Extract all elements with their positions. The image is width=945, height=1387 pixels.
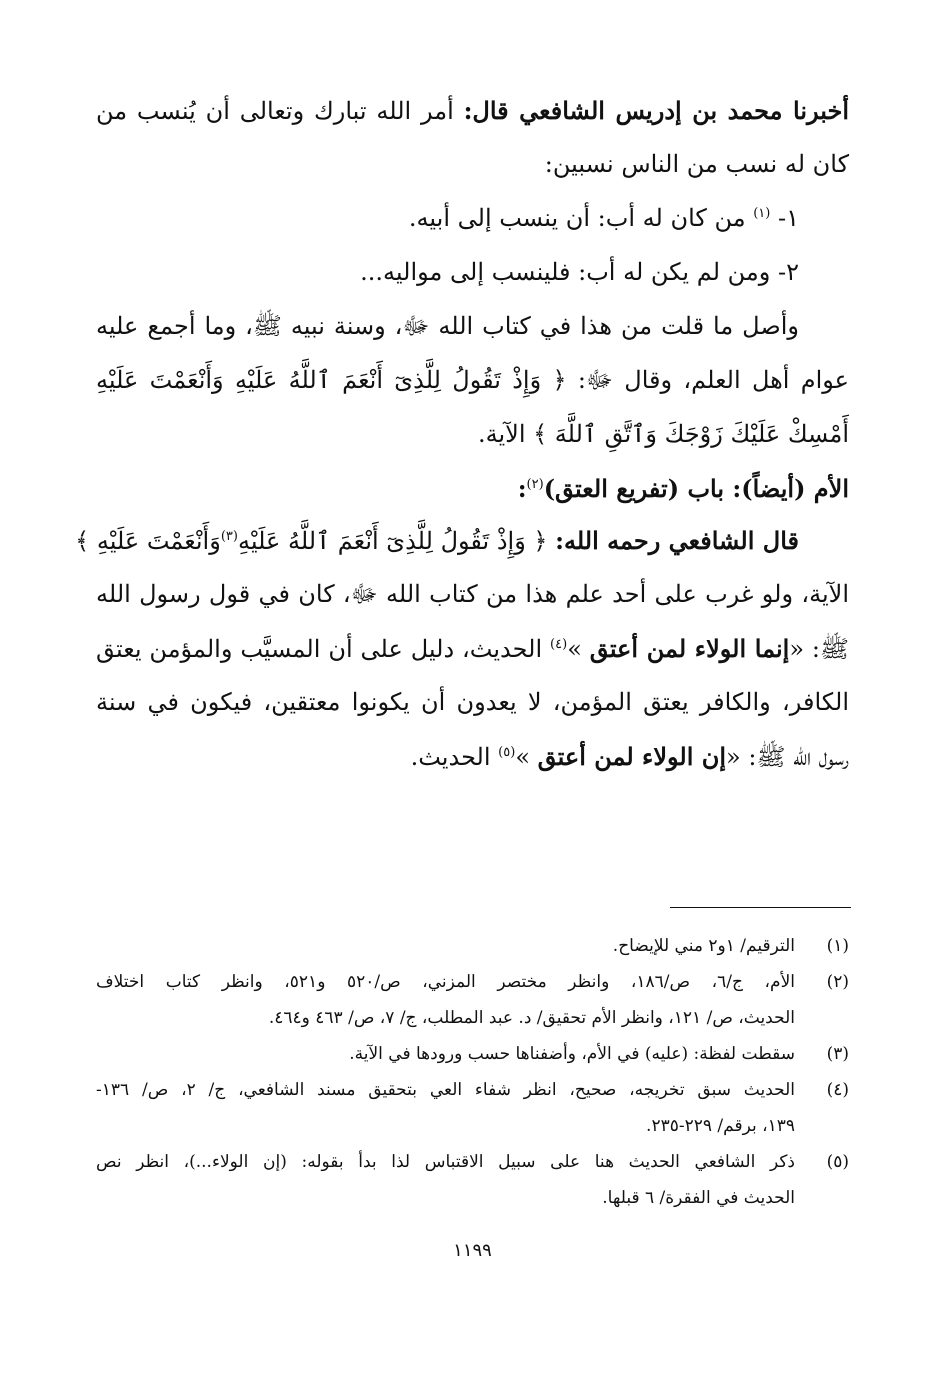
text-run: الحديث. (410, 743, 499, 771)
text-line (96, 258, 849, 312)
text-run: » (567, 635, 590, 663)
text-run: إنما الولاء لمن أعتق (589, 634, 790, 663)
text-run: عوام أهل العلم، وقال ﷻ: ﴿ وَإِذْ تَقُولُ لِلَّذِىٓ أَنْعَمَ ٱللَّهُ عَلَيْهِ وَأَنْعَمْتَ عَلَيْهِ (96, 366, 849, 394)
text-run: إن الولاء لمن أعتق (537, 742, 727, 771)
text-run: : (517, 474, 527, 503)
text-line (96, 366, 849, 420)
text-run: » (515, 743, 538, 771)
main-text (75, 96, 850, 796)
footnote-text (96, 1072, 795, 1144)
footnote (96, 964, 849, 1036)
text-line (96, 634, 849, 688)
footnote-number: (٥) (826, 1152, 849, 1172)
text-line (96, 96, 849, 150)
footnote (96, 1036, 849, 1072)
text-run: من كان له أب: أن ينسب إلى أبيه. (408, 204, 754, 232)
text-run: وأصل ما قلت من هذا في كتاب الله ﷻ، وسنة نبيه ﷺ، وما أجمع عليه (96, 312, 799, 340)
text-line (96, 580, 849, 634)
footnote-line: الأم، ج/٦، ص/١٨٦، وانظر مختصر المزني، ص/٥٢٠ و٥٢١، وانظر كتاب اختلاف (96, 972, 795, 992)
footnote-line: الحديث في الفقرة/ ٦ قبلها. (602, 1188, 795, 1208)
text-run: قال الشافعي رحمه الله: (555, 526, 799, 555)
text-run: الحديث، دليل على أن المسيَّب والمؤمن يعتق (96, 635, 551, 663)
footnote-ref: (١) (753, 206, 771, 221)
text-run: ٢- ومن لم يكن له أب: فلينسب إلى مواليه... (360, 258, 799, 286)
footnote-number: (١) (826, 936, 849, 956)
footnote-separator (670, 907, 851, 908)
footnote-line: الحديث سبق تخريجه، صحيح، انظر شفاء العي بتحقيق مسند الشافعي، ج/ ٢، ص/ ١٣٦- (96, 1080, 795, 1100)
footnote-ref: (٢) (526, 477, 544, 492)
text-run: ﴿ وَإِذْ تَقُولُ لِلَّذِىٓ أَنْعَمَ ٱللَّهُ عَلَيْهِ (237, 527, 556, 555)
footnote-line: ذكر الشافعي الحديث هنا على سبيل الاقتباس لذا بدأ بقوله: (إن الولاء...)، انظر نص (96, 1152, 795, 1172)
footnote-text (96, 1144, 795, 1216)
text-run: الأم (أيضاً): باب (تفريع العتق) (543, 474, 849, 503)
text-run: أخبرنا محمد بن إدريس الشافعي قال: (463, 96, 850, 125)
footnote-line: الحديث، ص/ ١٢١، وانظر الأم تحقيق/ د. عبد المطلب، ج/ ٧، ص/ ٤٦٣ و٤٦٤. (268, 1008, 795, 1028)
text-line (96, 474, 849, 526)
text-run: الآية، ولو غرب على أحد علم هذا من كتاب الله ﷻ، كان في قول رسول الله (96, 580, 849, 608)
footnote-line: الترقيم/ ١و٢ مني للإيضاح. (612, 936, 795, 956)
footnote-text (96, 1036, 795, 1072)
footnote-number: (٣) (826, 1044, 849, 1064)
text-line (96, 688, 849, 742)
footnote-text (96, 928, 795, 964)
footnote-ref: (٤) (550, 637, 568, 652)
footnote-ref: (٥) (498, 745, 516, 760)
page-number: ١١٩٩ (453, 1240, 492, 1261)
footnote-line: ١٣٩، برقم/ ٢٢٩-٢٣٥. (646, 1116, 795, 1136)
text-line (96, 150, 849, 204)
text-run: الكافر، والكافر يعتق المؤمن، لا يعدون أن يكونوا معتقين، فيكون في سنة (96, 688, 849, 716)
footnotes (96, 928, 849, 1216)
text-run: ﷺ: « (789, 635, 850, 663)
text-line (96, 742, 849, 796)
text-run: رسول الله ﷺ: « (726, 743, 849, 771)
footnote (96, 928, 849, 964)
text-run: ١- (770, 204, 799, 232)
footnote (96, 1144, 849, 1216)
footnote (96, 1072, 849, 1144)
text-run: كان له نسب من الناس نسبين: (544, 150, 849, 178)
text-line (96, 312, 849, 366)
text-line (75, 526, 849, 580)
text-run: أمر الله تبارك وتعالى أن يُنسب من (96, 97, 464, 125)
footnote-number: (٤) (826, 1080, 849, 1100)
text-line (96, 204, 849, 258)
text-run: أَمْسِكْ عَلَيْكَ زَوْجَكَ وَٱتَّقِ ٱللَّهَ ﴾ الآية. (477, 420, 849, 448)
footnote-number: (٢) (826, 972, 849, 992)
footnote-ref: (٣) (220, 529, 238, 544)
text-run: وَأَنْعَمْتَ عَلَيْهِ ﴾ (75, 527, 221, 555)
footnote-line: سقطت لفظة: (عليه) في الأم، وأضفناها حسب ورودها في الآية. (349, 1044, 795, 1064)
footnote-text (96, 964, 795, 1036)
text-line (96, 420, 849, 474)
